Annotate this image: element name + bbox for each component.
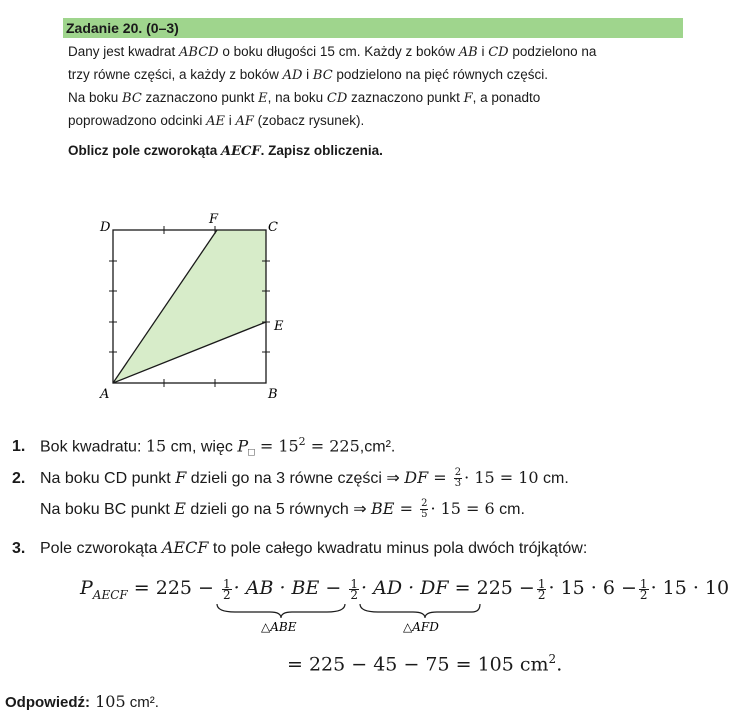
underbraces [215, 602, 485, 636]
solution-step-1: 1. Bok kwadratu: 15 cm, więc $P_□ = 15^2 = 225,cm^2$. [12, 435, 396, 459]
brace-abe [217, 604, 345, 618]
solution-step-2b: Na boku BC punkt E dzieli go na 5 równych ⇒ BE = $\frac{2}{5}$ · 15 = 6 cm. [40, 498, 525, 521]
square-figure [90, 205, 310, 405]
label-triangle-abe: △ABE [261, 620, 297, 634]
solution-step-3: 3. Pole czworokąta AECF to pole całego kwadratu minus pola dwóch trójkątów: [12, 538, 588, 557]
label-f: F [209, 212, 219, 227]
task-text: Dany jest kwadrat ABCD o boku długości 15 cm. Każdy z boków AB i CD podzielono na trzy równe części, a każdy z boków AD i BC podzielono na pięć równych części. Na boku BC zaznaczono punkt E, na boku CD zaznaczono punkt F, a ponadto poprowadzono odcinki AE i AF (zobacz rysunek). [68, 44, 597, 129]
area-result: = 225 − 45 − 75 = 105 $cm^2$. [287, 652, 563, 676]
label-e: E [274, 319, 284, 334]
solution-step-2: 2. Na boku CD punkt F dzieli go na 3 równe części ⇒ DF = $\frac{2}{3}$ · 15 = 10 cm. [12, 467, 569, 490]
area-formula: $P_{AECF} = 225$ − $\frac{1}{2}$ · AB · BE − $\frac{1}{2}$ · AD · DF = 225 − $\frac{1}{2}$ · 15 · 6 − $\frac{1}{2}$ · 15 · 10 [80, 576, 730, 602]
brace-afd [360, 604, 480, 618]
label-d: D [100, 220, 111, 235]
label-a: A [100, 387, 110, 402]
task-box [63, 18, 683, 159]
label-triangle-afd: △AFD [403, 620, 439, 634]
label-b: B [268, 387, 278, 402]
task-header: Zadanie 20. (0–3) [63, 18, 683, 38]
quadrilateral-aecf [113, 230, 266, 383]
label-c: C [268, 220, 278, 235]
task-command: Oblicz pole czworokąta AECF. Zapisz obliczenia. [68, 143, 383, 159]
final-answer: Odpowiedź: 105 cm². [5, 692, 159, 711]
